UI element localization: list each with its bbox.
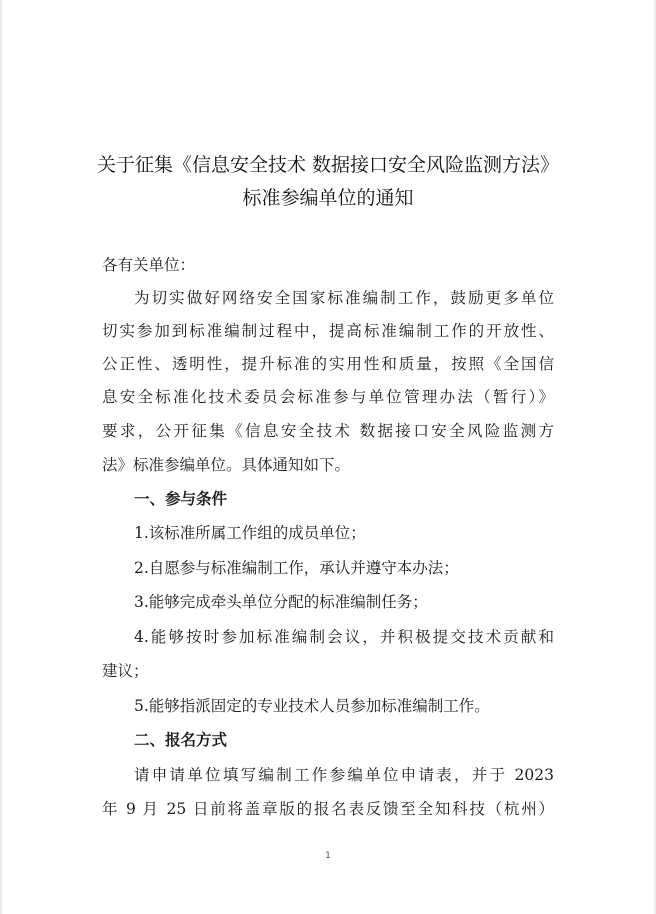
condition-item-4-continued: 建议； <box>102 662 149 680</box>
registration-line: 年 9 月 25 日前将盖章版的报名表反馈至全知科技（杭州） <box>102 800 554 818</box>
page-edge-left <box>0 0 2 914</box>
condition-item-2: 2.自愿参与标准编制工作，承认并遵守本办法； <box>134 559 459 577</box>
document-title-line-2: 标准参编单位的通知 <box>242 187 414 209</box>
condition-item-5: 5.能够指派固定的专业技术人员参加标准编制工作。 <box>134 697 490 715</box>
intro-line: 切实参加到标准编制过程中，提高标准编制工作的开放性、 <box>102 322 554 340</box>
condition-item-4: 4.能够按时参加标准编制会议，并积极提交技术贡献和 <box>134 628 554 646</box>
intro-line: 为切实做好网络安全国家标准编制工作，鼓励更多单位 <box>134 289 554 307</box>
intro-line: 息安全标准化技术委员会标准参与单位管理办法（暂行）》 <box>102 388 554 406</box>
document-title-line-1: 关于征集《信息安全技术 数据接口安全风险监测方法》 <box>96 154 560 176</box>
intro-line: 公正性、透明性，提升标准的实用性和质量，按照《全国信 <box>102 355 554 373</box>
intro-line: 法》标准参编单位。具体通知如下。 <box>102 456 351 474</box>
condition-item-3: 3.能够完成牵头单位分配的标准编制任务； <box>134 593 428 611</box>
page-number: 1 <box>325 851 331 861</box>
intro-line: 要求，公开征集《信息安全技术 数据接口安全风险监测方 <box>102 422 554 440</box>
registration-line: 请申请单位填写编制工作参编单位申请表，并于 2023 <box>134 766 554 784</box>
salutation: 各有关单位： <box>102 256 196 274</box>
section-heading-registration: 二、报名方式 <box>134 731 228 749</box>
section-heading-conditions: 一、参与条件 <box>134 490 228 508</box>
condition-item-1: 1.该标准所属工作组的成员单位； <box>134 524 366 542</box>
